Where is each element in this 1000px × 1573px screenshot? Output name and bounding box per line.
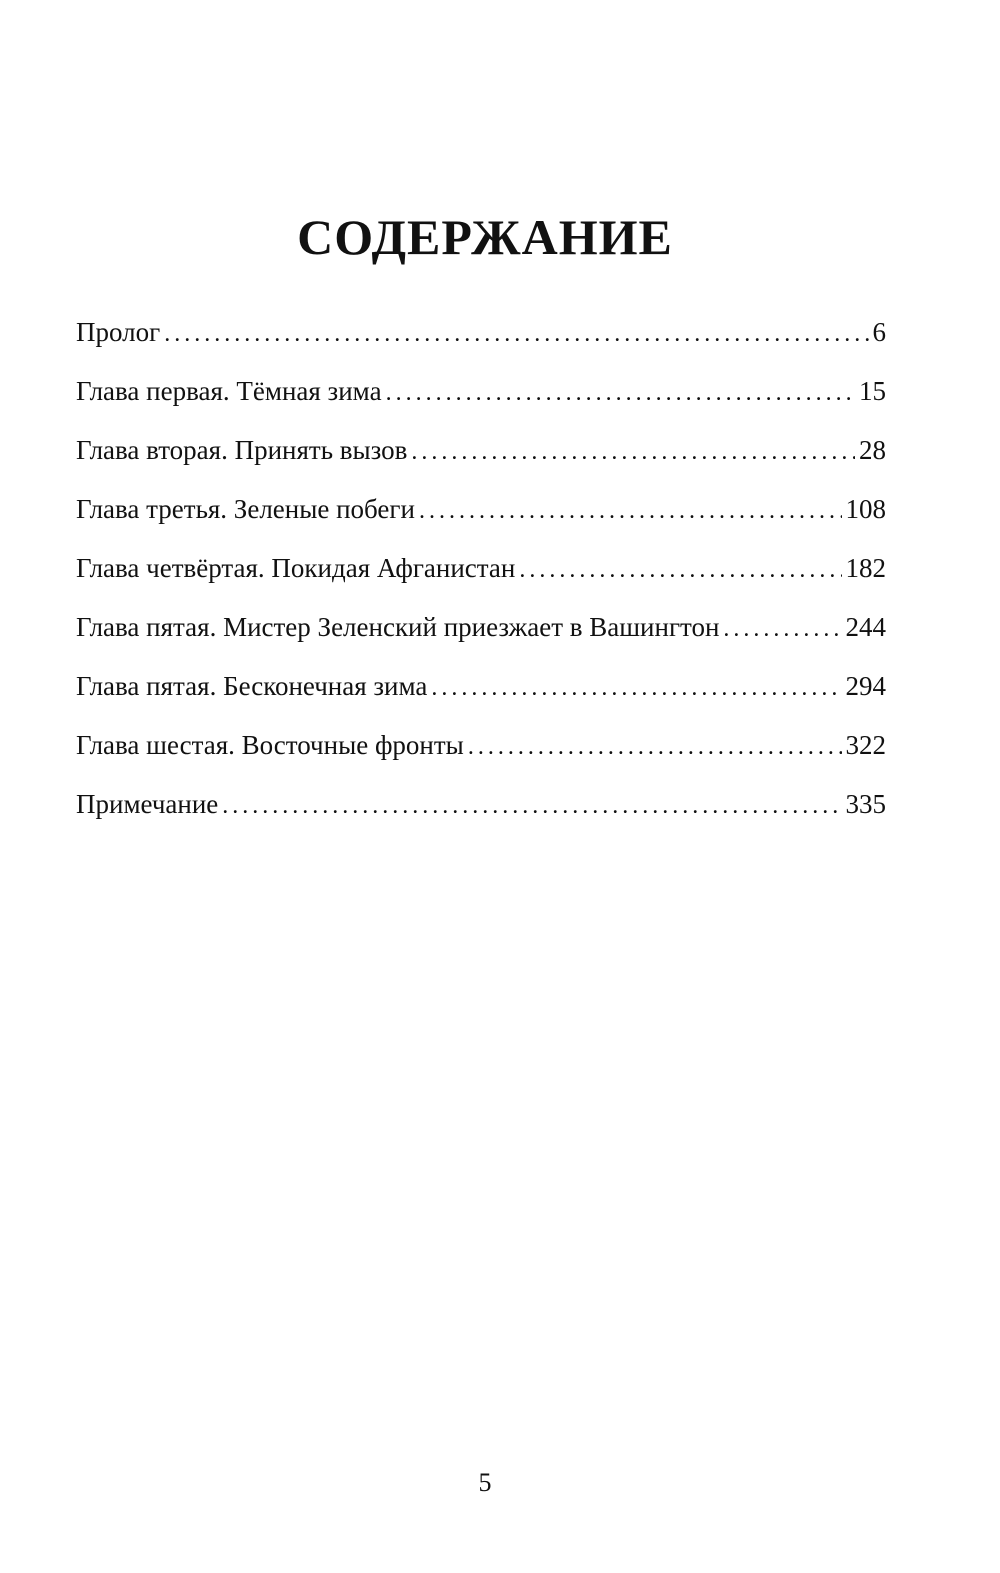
toc-entry-chapter-1[interactable]: [76, 375, 886, 434]
toc-entry-page-number: 28: [859, 435, 886, 465]
toc-entry-label: Глава пятая. Мистер Зеленский приезжает в Вашингтон: [76, 612, 720, 642]
toc-entry-chapter-3[interactable]: [76, 493, 886, 552]
toc-list: [76, 316, 886, 847]
toc-entry-page-number: 108: [845, 494, 886, 524]
toc-entry-page-number: 182: [845, 553, 886, 583]
page-number: 5: [478, 1468, 492, 1497]
dot-leader: [519, 554, 841, 586]
toc-entry-label: Глава третья. Зеленые побеги: [76, 494, 415, 524]
toc-entry-page-number: 294: [845, 671, 886, 701]
dot-leader: [419, 495, 842, 527]
dot-leader: [222, 790, 841, 822]
toc-heading: СОДЕРЖАНИЕ: [297, 209, 673, 265]
toc-entry-page-number: 6: [872, 317, 886, 347]
toc-entry-page-number: 322: [845, 730, 886, 760]
toc-entry-chapter-4[interactable]: [76, 552, 886, 611]
toc-entry-label: Примечание: [76, 789, 219, 819]
toc-entry-chapter-2[interactable]: [76, 434, 886, 493]
toc-entry-label: Пролог: [76, 317, 161, 347]
dot-leader: [386, 377, 855, 409]
toc-entry-chapter-6[interactable]: [76, 729, 886, 788]
dot-leader: [431, 672, 841, 704]
toc-entry-notes[interactable]: [76, 788, 886, 847]
toc-entry-chapter-5a[interactable]: [76, 611, 886, 670]
toc-entry-prologue[interactable]: [76, 316, 886, 375]
toc-entry-chapter-5b[interactable]: [76, 670, 886, 729]
toc-entry-page-number: 15: [859, 376, 886, 406]
toc-entry-label: Глава вторая. Принять вызов: [76, 435, 408, 465]
dot-leader: [723, 613, 841, 645]
dot-leader: [468, 731, 842, 763]
toc-entry-page-number: 244: [845, 612, 886, 642]
toc-entry-label: Глава первая. Тёмная зима: [76, 376, 382, 406]
toc-entry-page-number: 335: [845, 789, 886, 819]
toc-entry-label: Глава пятая. Бесконечная зима: [76, 671, 428, 701]
dot-leader: [411, 436, 855, 468]
toc-entry-label: Глава шестая. Восточные фронты: [76, 730, 464, 760]
toc-entry-label: Глава четвёртая. Покидая Афганистан: [76, 553, 516, 583]
dot-leader: [164, 318, 868, 350]
